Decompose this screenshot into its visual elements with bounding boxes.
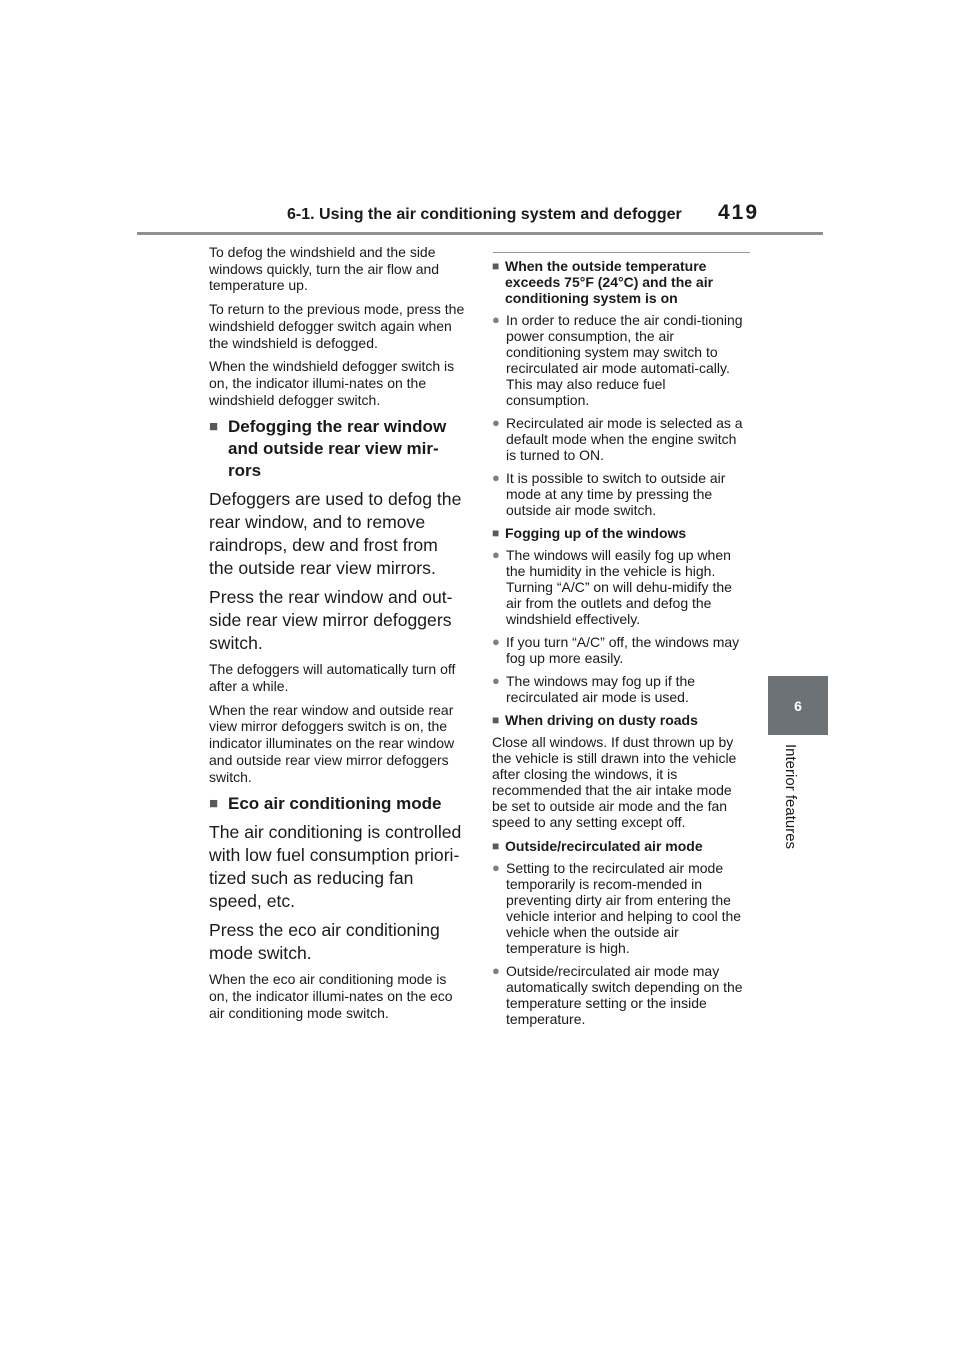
note-heading-dusty-roads [492, 712, 750, 728]
square-bullet-icon: ■ [492, 839, 500, 853]
bullet-text: Setting to the recirculated air mode temporarily is recom-mended in preventing dirty air from entering the vehicle interior and helping to cool the vehicle when the outside air temperature is high. [506, 860, 742, 956]
bullet-text: The windows may fog up if the recirculated air mode is used. [506, 673, 696, 705]
section-heading-eco-ac [209, 793, 465, 815]
note-heading-fogging [492, 525, 750, 541]
intro-paragraph: To defog the windshield and the side windows quickly, turn the air flow and temperature up. [209, 244, 440, 294]
note-paragraph: When the eco air conditioning mode is on, the indicator illumi-nates on the eco air conditioning mode switch. [209, 971, 453, 1021]
intro-paragraph: When the windshield defogger switch is on, the indicator illumi-nates on the windshield defogger switch. [209, 358, 455, 408]
bullet-item [492, 634, 750, 666]
section-title: 6-1. Using the air conditioning system and defogger [287, 206, 682, 223]
note-heading-outside-temperature [492, 258, 750, 306]
bullet-text: Outside/recirculated air mode may automatically switch depending on the temperature setting or the inside temperature. [506, 963, 743, 1027]
circle-bullet-icon: ● [492, 312, 500, 327]
note-heading-text: Outside/recirculated air mode [505, 838, 703, 854]
square-bullet-icon: ■ [492, 526, 500, 540]
bullet-item [492, 963, 750, 1027]
note-heading-text: Fogging up of the windows [505, 525, 687, 541]
note-heading-text: When driving on dusty roads [505, 712, 698, 728]
circle-bullet-icon: ● [492, 634, 500, 649]
bullet-text: It is possible to switch to outside air mode at any time by pressing the outside air mode switch. [506, 470, 726, 518]
page-number: 419 [718, 201, 760, 224]
bullet-item [492, 860, 750, 956]
bullet-text: Recirculated air mode is selected as a default mode when the engine switch is turned to ON. [506, 415, 743, 463]
bullet-item [492, 312, 750, 408]
bullet-item [492, 673, 750, 705]
body-paragraph: Press the rear window and out-side rear view mirror defoggers switch. [209, 587, 453, 654]
section-heading-text: Eco air conditioning mode [228, 794, 442, 814]
circle-bullet-icon: ● [492, 470, 500, 485]
circle-bullet-icon: ● [492, 963, 500, 978]
chapter-number: 6 [794, 697, 802, 714]
body-paragraph: Press the eco air conditioning mode switch. [209, 920, 440, 964]
bullet-text: In order to reduce the air condi-tioning power consumption, the air conditioning system may switch to recirculated air mode automati-cally. This may also reduce fuel consumption. [506, 312, 743, 408]
square-bullet-icon: ■ [209, 795, 219, 813]
square-bullet-icon: ■ [492, 259, 500, 273]
note-paragraph: When the rear window and outside rear view mirror defoggers switch is on, the indicator illuminates on the rear window and outside rear view mirror defoggers switch. [209, 701, 455, 785]
note-heading-text: When the outside temperature exceeds 75°F (24°C) and the air conditioning system is on [505, 258, 714, 306]
square-bullet-icon: ■ [492, 713, 500, 727]
left-column [209, 244, 465, 1028]
bullet-item [492, 547, 750, 627]
chapter-label: Interior features [782, 744, 799, 850]
square-bullet-icon: ■ [209, 418, 219, 436]
right-column [492, 252, 750, 1034]
intro-paragraph: To return to the previous mode, press the windshield defogger switch again when the windshield is defogged. [209, 301, 465, 351]
bullet-item [492, 415, 750, 463]
circle-bullet-icon: ● [492, 860, 500, 875]
circle-bullet-icon: ● [492, 547, 500, 562]
header-divider [137, 232, 823, 235]
bullet-text: If you turn “A/C” off, the windows may fog up more easily. [506, 634, 740, 666]
bullet-item [492, 470, 750, 518]
chapter-tab[interactable] [768, 676, 828, 735]
body-paragraph: Defoggers are used to defog the rear window, and to remove raindrops, dew and frost from the outside rear view mirrors. [209, 489, 462, 579]
section-heading-rear-defogger [209, 416, 465, 482]
circle-bullet-icon: ● [492, 673, 500, 688]
note-paragraph: The defoggers will automatically turn off after a while. [209, 661, 456, 695]
bullet-text: The windows will easily fog up when the humidity in the vehicle is high. Turning “A/C” on will dehu-midify the air from the outlets and defog the windshield effectively. [506, 547, 732, 627]
section-heading-text: Defogging the rear window and outside rear view mir-rors [228, 417, 447, 481]
note-heading-air-mode [492, 838, 750, 854]
circle-bullet-icon: ● [492, 415, 500, 430]
body-paragraph: The air conditioning is controlled with low fuel consumption priori-tized such as reducing fan speed, etc. [209, 822, 462, 912]
note-paragraph: Close all windows. If dust thrown up by the vehicle is still drawn into the vehicle after closing the windows, it is recommended that the air intake mode be set to outside air mode and the fan speed to any setting except off. [492, 734, 737, 830]
